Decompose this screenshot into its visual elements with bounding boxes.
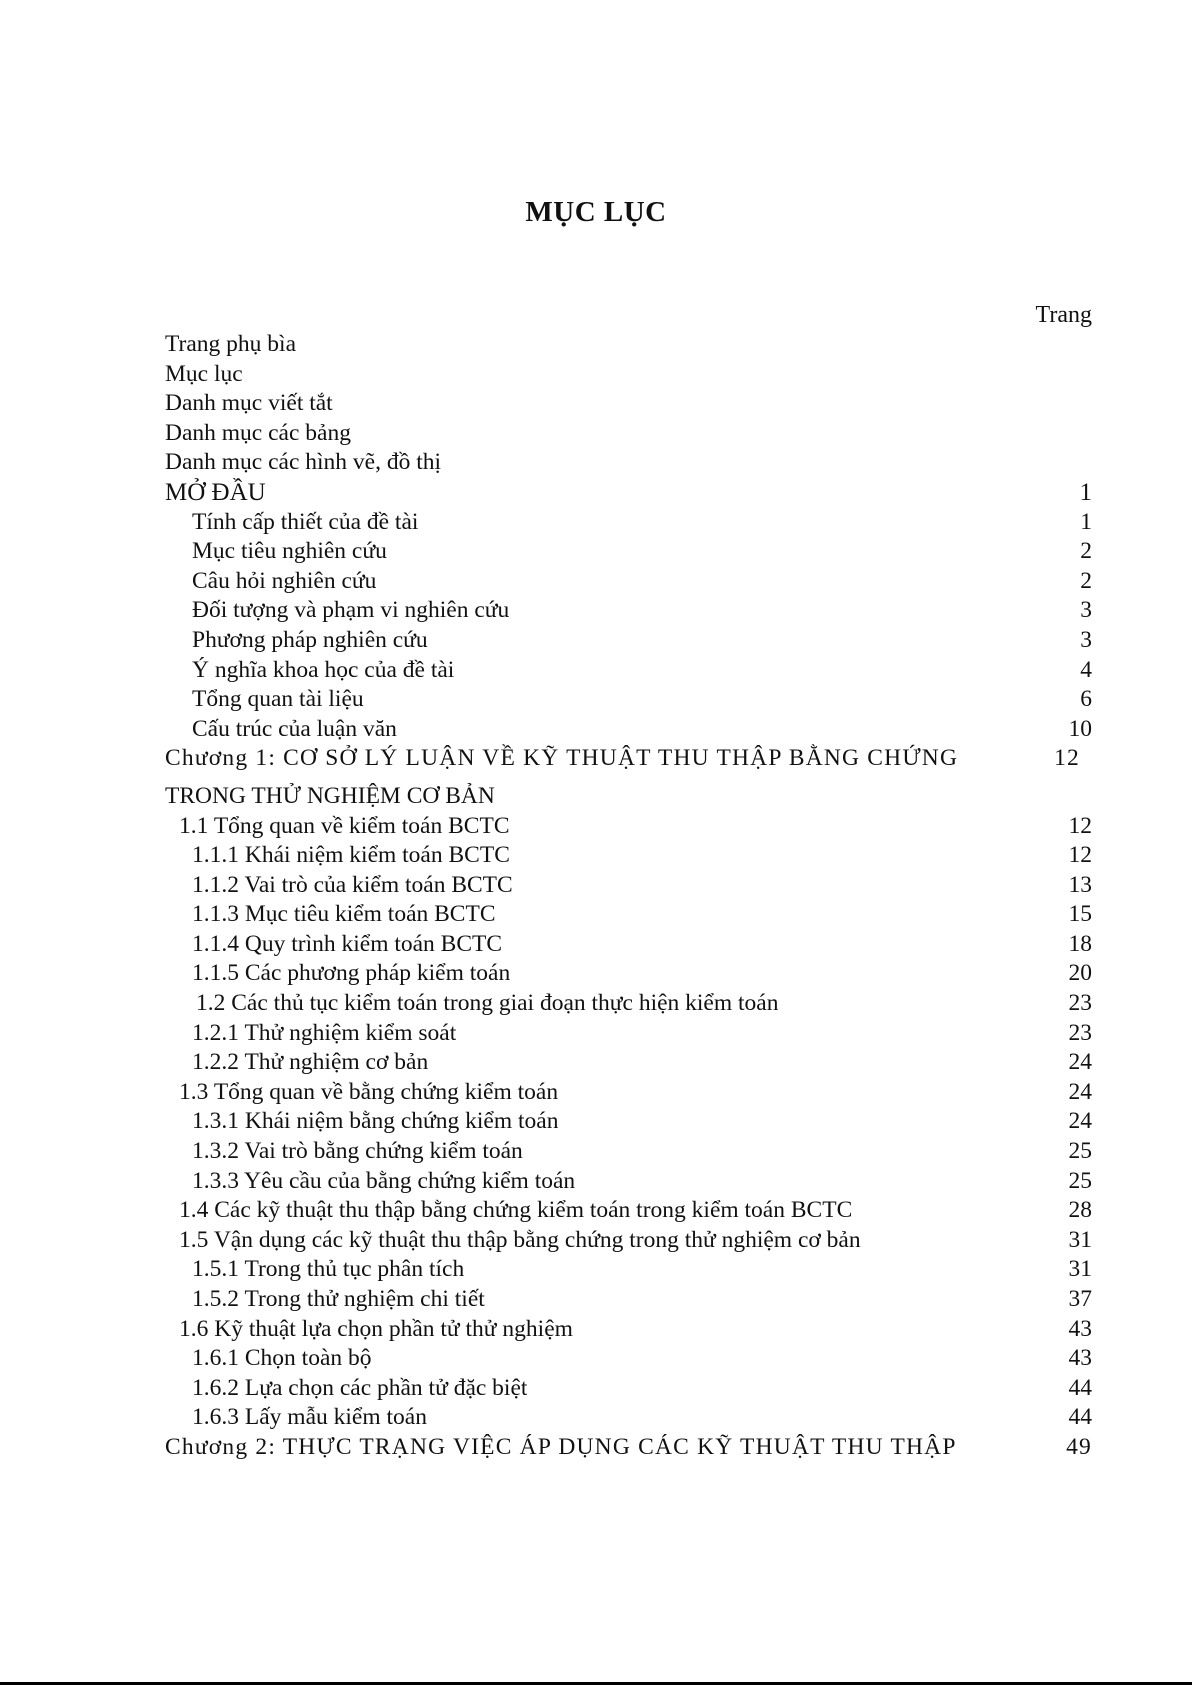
toc-page: 44 bbox=[1068, 1374, 1092, 1401]
toc-row bbox=[165, 959, 1092, 989]
toc-label: 1.2 Các thủ tục kiểm toán trong giai đoạn thực hiện kiểm toán bbox=[196, 990, 779, 1017]
toc-page: 44 bbox=[1068, 1404, 1092, 1431]
toc-row bbox=[165, 812, 1092, 842]
toc-page: 10 bbox=[1068, 715, 1092, 742]
toc-label: Danh mục các hình vẽ, đồ thị bbox=[165, 449, 442, 476]
toc-row bbox=[165, 596, 1092, 626]
toc-label: 1.5 Vận dụng các kỹ thuật thu thập bằng chứng trong thử nghiệm cơ bản bbox=[179, 1226, 861, 1253]
toc-page: 6 bbox=[1080, 686, 1092, 713]
toc-page: 37 bbox=[1068, 1286, 1092, 1312]
toc-page: 23 bbox=[1068, 1019, 1092, 1046]
toc-label: 1.3.2 Vai trò bằng chứng kiểm toán bbox=[192, 1138, 523, 1165]
toc-label: 1.1.4 Quy trình kiểm toán BCTC bbox=[192, 930, 503, 957]
toc-label: Chương 1: CƠ SỞ LÝ LUẬN VỀ KỸ THUẬT THU THẬP BẰNG CHỨNG bbox=[165, 745, 959, 772]
toc-label: Câu hỏi nghiên cứu bbox=[192, 567, 377, 594]
toc-row bbox=[165, 389, 1092, 419]
toc-label: 1.6.3 Lấy mẫu kiểm toán bbox=[192, 1404, 427, 1431]
toc-label: MỞ ĐẦU bbox=[165, 478, 266, 506]
toc-row bbox=[165, 1226, 1092, 1256]
toc-row bbox=[165, 1403, 1092, 1433]
toc-label: Trang phụ bìa bbox=[165, 331, 296, 357]
toc-label: Mục tiêu nghiên cứu bbox=[192, 538, 387, 565]
toc-page: 3 bbox=[1080, 626, 1092, 653]
toc-row bbox=[165, 537, 1092, 567]
toc-row bbox=[165, 1019, 1092, 1049]
toc-row bbox=[165, 626, 1092, 656]
toc-page: 3 bbox=[1080, 597, 1092, 624]
toc-row bbox=[165, 478, 1092, 508]
toc-row bbox=[165, 419, 1092, 449]
toc-page: 49 bbox=[1066, 1433, 1092, 1460]
toc-row bbox=[165, 841, 1092, 871]
toc-label: Danh mục các bảng bbox=[165, 419, 351, 446]
toc-row bbox=[165, 1107, 1092, 1137]
toc-label: 1.1.3 Mục tiêu kiểm toán BCTC bbox=[192, 901, 496, 928]
toc-label: 1.6 Kỹ thuật lựa chọn phần tử thử nghiệm bbox=[179, 1315, 573, 1342]
toc-row bbox=[165, 1344, 1092, 1374]
toc-row bbox=[165, 989, 1092, 1019]
toc-row bbox=[165, 930, 1092, 960]
toc-row bbox=[165, 1137, 1092, 1167]
toc-page: 24 bbox=[1068, 1049, 1092, 1076]
toc-row bbox=[165, 330, 1092, 360]
toc-page: 31 bbox=[1068, 1256, 1092, 1283]
toc-row bbox=[165, 1315, 1092, 1345]
toc-label: Mục lục bbox=[165, 360, 243, 387]
toc-row bbox=[165, 567, 1092, 597]
toc-row-chapter bbox=[165, 744, 1092, 774]
toc-label: 1.1.2 Vai trò của kiểm toán BCTC bbox=[192, 871, 513, 898]
toc-row bbox=[165, 1167, 1092, 1197]
toc-row bbox=[165, 715, 1092, 745]
toc-page: 23 bbox=[1068, 990, 1092, 1017]
toc-row bbox=[165, 656, 1092, 686]
toc-page: 1 bbox=[1079, 478, 1092, 506]
toc-label: Tổng quan tài liệu bbox=[192, 686, 364, 713]
toc-row bbox=[165, 508, 1092, 538]
toc-row bbox=[165, 685, 1092, 715]
toc-page: 12 bbox=[1054, 745, 1080, 772]
toc-page: 24 bbox=[1068, 1078, 1092, 1105]
toc-row-chapter bbox=[165, 1433, 1092, 1463]
toc-page: 25 bbox=[1068, 1167, 1092, 1194]
toc-page: 12 bbox=[1068, 812, 1092, 839]
toc-label: TRONG THỬ NGHIỆM CƠ BẢN bbox=[165, 782, 495, 809]
toc-page: 25 bbox=[1068, 1138, 1092, 1165]
toc-label: 1.3.1 Khái niệm bằng chứng kiểm toán bbox=[192, 1108, 559, 1135]
toc-label: 1.3 Tổng quan về bằng chứng kiểm toán bbox=[179, 1078, 559, 1105]
toc-page: 12 bbox=[1068, 842, 1092, 869]
toc-page: 4 bbox=[1080, 656, 1092, 683]
page-title: MỤC LỤC bbox=[525, 196, 667, 228]
toc-label: 1.2.2 Thử nghiệm cơ bản bbox=[192, 1049, 429, 1076]
toc-label: 1.2.1 Thử nghiệm kiểm soát bbox=[192, 1019, 457, 1046]
toc-page: 43 bbox=[1068, 1345, 1092, 1372]
toc-page: 31 bbox=[1068, 1226, 1092, 1253]
toc-row bbox=[165, 1374, 1092, 1404]
toc-label: Tính cấp thiết của đề tài bbox=[192, 508, 419, 535]
toc-label: 1.6.1 Chọn toàn bộ bbox=[192, 1345, 372, 1372]
toc-page: 1 bbox=[1080, 508, 1092, 535]
toc-page: 20 bbox=[1068, 960, 1092, 987]
toc-label: Ý nghĩa khoa học của đề tài bbox=[192, 656, 455, 683]
toc-row bbox=[165, 1196, 1092, 1226]
toc-label: 1.1 Tổng quan về kiểm toán BCTC bbox=[179, 812, 510, 839]
page-column-header: Trang bbox=[1035, 302, 1092, 328]
toc-label: 1.1.5 Các phương pháp kiểm toán bbox=[192, 960, 511, 987]
toc-page: 43 bbox=[1068, 1315, 1092, 1342]
toc-label: 1.4 Các kỹ thuật thu thập bằng chứng kiểm toán trong kiểm toán BCTC bbox=[179, 1197, 853, 1224]
toc-label: Đối tượng và phạm vi nghiên cứu bbox=[192, 597, 510, 624]
toc-page: 2 bbox=[1080, 567, 1092, 594]
toc-page: 2 bbox=[1080, 538, 1092, 565]
toc-page: 15 bbox=[1068, 901, 1092, 928]
toc-row bbox=[165, 448, 1092, 478]
toc-label: 1.6.2 Lựa chọn các phần tử đặc biệt bbox=[192, 1374, 528, 1401]
toc-row bbox=[165, 1078, 1092, 1108]
toc-label: Danh mục viết tắt bbox=[165, 390, 333, 417]
toc-row bbox=[165, 360, 1092, 390]
toc-page: 18 bbox=[1068, 930, 1092, 957]
toc-row bbox=[165, 1048, 1092, 1078]
toc-label: Phương pháp nghiên cứu bbox=[192, 626, 428, 653]
toc-row bbox=[165, 871, 1092, 901]
toc-label: 1.1.1 Khái niệm kiểm toán BCTC bbox=[192, 842, 510, 869]
toc-label: 1.5.2 Trong thử nghiệm chi tiết bbox=[192, 1286, 485, 1312]
toc-row bbox=[165, 1285, 1092, 1315]
toc-row bbox=[165, 1255, 1092, 1285]
toc-page: 24 bbox=[1068, 1108, 1092, 1135]
toc-label: 1.3.3 Yêu cầu của bằng chứng kiểm toán bbox=[192, 1167, 576, 1194]
table-of-contents bbox=[165, 330, 1092, 1463]
toc-row-chapter-cont bbox=[165, 782, 1092, 812]
toc-label: Cấu trúc của luận văn bbox=[192, 715, 397, 742]
toc-label: Chương 2: THỰC TRẠNG VIỆC ÁP DỤNG CÁC KỸ THUẬT THU THẬP bbox=[165, 1433, 957, 1460]
toc-page: 13 bbox=[1068, 871, 1092, 898]
toc-row bbox=[165, 900, 1092, 930]
toc-page: 28 bbox=[1068, 1197, 1092, 1224]
toc-label: 1.5.1 Trong thủ tục phân tích bbox=[192, 1256, 465, 1283]
